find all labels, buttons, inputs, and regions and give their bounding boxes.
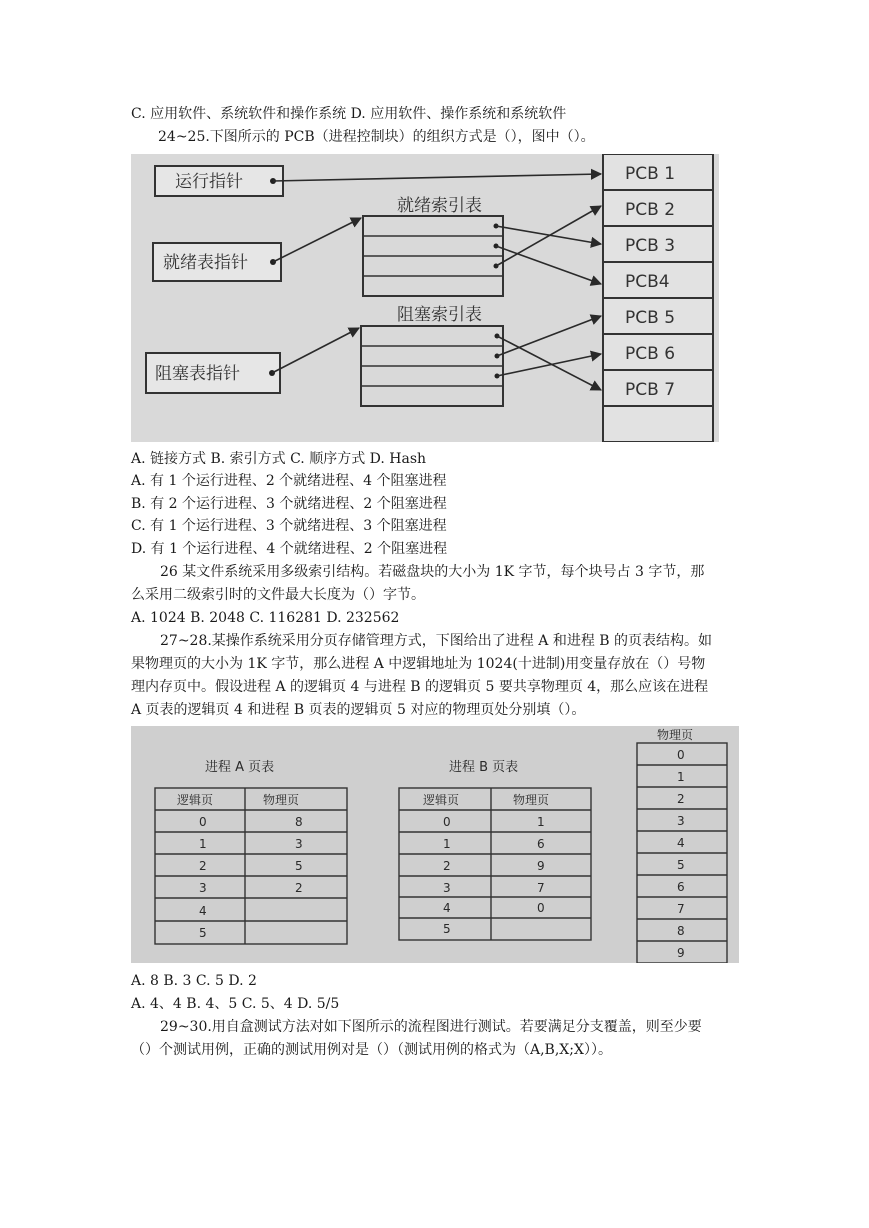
block-pointer-box: [146, 353, 280, 393]
answer-options-27: A. 8 B. 3 C. 5 D. 2: [131, 973, 257, 989]
ready-pointer-box: [153, 243, 281, 281]
physical-page-0: 0: [677, 748, 685, 762]
answer-options-26: A. 1024 B. 2048 C. 116281 D. 232562: [131, 610, 400, 626]
table-b-logical-0: 0: [443, 815, 451, 829]
table-b-physical-2: 9: [537, 859, 545, 873]
pcb-1: PCB 1: [625, 164, 676, 184]
block-index-label: 阻塞索引表: [397, 305, 482, 325]
question-27-28-line4: A 页表的逻辑页 4 和进程 B 页表的逻辑页 5 对应的物理页处分别填（）。: [131, 702, 586, 718]
physical-page-8: 8: [677, 924, 685, 938]
table-b-logical-2: 2: [443, 859, 451, 873]
table-a-logical-3: 3: [199, 881, 207, 895]
table-b: [399, 788, 591, 940]
ready-index-label: 就绪索引表: [397, 196, 482, 216]
physical-page-5: 5: [677, 858, 685, 872]
physical-page-6: 6: [677, 880, 685, 894]
physical-page-2: 2: [677, 792, 685, 806]
table-b-title: 进程 B 页表: [449, 760, 519, 775]
table-a-logical-4: 4: [199, 904, 207, 918]
table-b-logical-4: 4: [443, 901, 451, 915]
run-pointer-box: [155, 166, 283, 196]
run-pointer-label: 运行指针: [175, 172, 243, 192]
physical-pages-title: 物理页: [657, 728, 694, 742]
table-a-logical-2: 2: [199, 859, 207, 873]
physical-page-7: 7: [677, 902, 685, 916]
table-b-logical-5: 5: [443, 922, 451, 936]
pcb-organization-figure: [131, 154, 719, 442]
table-a-physical-0: 8: [295, 815, 303, 829]
table-a-title: 进程 A 页表: [205, 760, 275, 775]
physical-page-4: 4: [677, 836, 685, 850]
table-a-physical-3: 2: [295, 881, 303, 895]
ready-pointer-label: 就绪表指针: [163, 253, 248, 273]
table-b-header-logical: 逻辑页: [423, 793, 460, 807]
pcb-7: PCB 7: [625, 380, 676, 400]
pcb-6: PCB 6: [625, 344, 676, 364]
block-index-table: [361, 326, 503, 406]
table-b-header-physical: 物理页: [513, 793, 550, 807]
pcb-column: [603, 154, 713, 442]
answer-options-25-d: D. 有 1 个运行进程、4 个就绪进程、2 个阻塞进程: [131, 541, 448, 557]
table-b-physical-0: 1: [537, 815, 545, 829]
question-29-30-line1: 29~30.用自盒测试方法对如下图所示的流程图进行测试。若要满足分支覆盖，则至少要: [160, 1019, 702, 1035]
table-a-physical-2: 5: [295, 859, 303, 873]
question-27-28-line1: 27~28.某操作系统采用分页存储管理方式，下图给出了进程 A 和进程 B 的页表结构。如: [160, 633, 713, 649]
pcb-3: PCB 3: [625, 236, 676, 256]
table-b-physical-1: 6: [537, 837, 545, 851]
physical-page-1: 1: [677, 770, 685, 784]
table-a-physical-1: 3: [295, 837, 303, 851]
answer-options-25-a: A. 有 1 个运行进程、2 个就绪进程、4 个阻塞进程: [131, 473, 447, 489]
question-29-30-line2: （）个测试用例，正确的测试用例对是（）（测试用例的格式为（A,B,X;X））。: [131, 1042, 612, 1058]
question-26-line1: 26 某文件系统采用多级索引结构。若磁盘块的大小为 1K 字节，每个块号占 3 字节，那: [160, 564, 705, 580]
question-26-line2: 么采用二级索引时的文件最大长度为（）字节。: [131, 587, 425, 603]
table-b-logical-1: 1: [443, 837, 451, 851]
question-27-28-line2: 果物理页的大小为 1K 字节，那么进程 A 中逻辑地址为 1024(十进制)用变量存放在（）号物: [131, 656, 706, 672]
table-b-physical-3: 7: [537, 881, 545, 895]
table-a: [155, 788, 347, 944]
pcb-2: PCB 2: [625, 200, 676, 220]
table-b-physical-4: 0: [537, 901, 545, 915]
page-table-figure: [131, 726, 739, 963]
answer-options-25-c: C. 有 1 个运行进程、3 个就绪进程、3 个阻塞进程: [131, 518, 447, 534]
table-a-header-logical: 逻辑页: [177, 793, 214, 807]
table-a-logical-0: 0: [199, 815, 207, 829]
answer-options-25-b: B. 有 2 个运行进程、3 个就绪进程、2 个阻塞进程: [131, 496, 447, 512]
block-pointer-label: 阻塞表指针: [155, 364, 240, 384]
answer-options-28: A. 4、4 B. 4、5 C. 5、4 D. 5/5: [131, 996, 340, 1012]
pcb-4: PCB4: [625, 272, 670, 292]
answer-options-24: A. 链接方式 B. 索引方式 C. 顺序方式 D. Hash: [131, 451, 427, 467]
question-24-25: 24~25.下图所示的 PCB（进程控制块）的组织方式是（），图中（）。: [158, 129, 595, 145]
table-a-header-physical: 物理页: [263, 793, 300, 807]
physical-page-3: 3: [677, 814, 685, 828]
physical-page-9: 9: [677, 946, 685, 960]
option-line-c-d: C. 应用软件、系统软件和操作系统 D. 应用软件、操作系统和系统软件: [131, 106, 567, 122]
table-b-logical-3: 3: [443, 881, 451, 895]
pcb-5: PCB 5: [625, 308, 676, 328]
question-27-28-line3: 理内存页中。假设进程 A 的逻辑页 4 与进程 B 的逻辑页 5 要共享物理页 4，那么应该在进程: [131, 679, 709, 695]
ready-index-table: [363, 216, 503, 296]
table-a-logical-5: 5: [199, 926, 207, 940]
table-a-logical-1: 1: [199, 837, 207, 851]
